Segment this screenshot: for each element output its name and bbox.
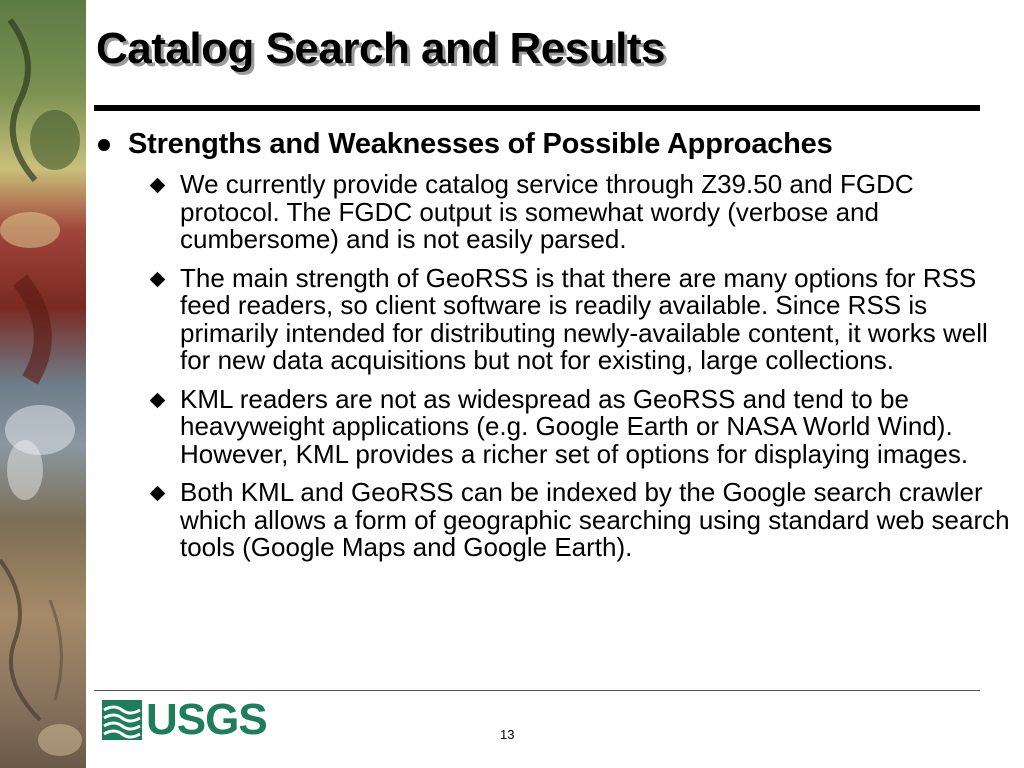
diamond-bullet-icon [150,486,166,502]
sub-bullet-item [148,262,1014,375]
sub-bullet-item [148,171,1014,254]
sub-bullet-list [148,171,1014,573]
main-bullet-text: Strengths and Weaknesses of Possible Approaches [128,128,833,160]
sub-bullet-text: KML readers are not as widespread as GeoRSS and tend to be heavyweight applications (e.g. Google Earth or NASA World Wind). However, KML provides a richer set of options for displaying images. [180,383,969,469]
sub-bullet-text: We currently provide catalog service through Z39.50 and FGDC protocol. The FGDC output is somewhat wordy (verbose and cumbersome) and is not easily parsed. [180,169,914,254]
usgs-wordmark: USGS [146,695,267,744]
sub-bullet-text: Both KML and GeoRSS can be indexed by the Google search crawler which allows a form of geographic searching using standard web search tools (Google Maps and Google Earth). [180,477,1010,562]
usgs-logo [102,695,267,744]
sub-bullet-text: The main strength of GeoRSS is that there are many options for RSS feed readers, so client software is readily available. Since RSS is primarily intended for distributing newly-available content, it works well for new data acquisitions but not for existing, large collections. [180,262,988,375]
slide-title: Catalog Search and Results [96,24,665,73]
page-number: 13 [500,727,515,742]
sub-bullet-item [148,479,1014,562]
diamond-bullet-icon [150,178,166,194]
usgs-wave-icon [102,700,142,740]
diamond-bullet-icon [150,392,166,408]
bullet-dot-icon [98,139,110,151]
satellite-image-strip [0,0,86,768]
title-divider [94,105,980,111]
diamond-bullet-icon [150,271,166,287]
footer-divider [94,690,980,691]
sub-bullet-item [148,383,1014,469]
